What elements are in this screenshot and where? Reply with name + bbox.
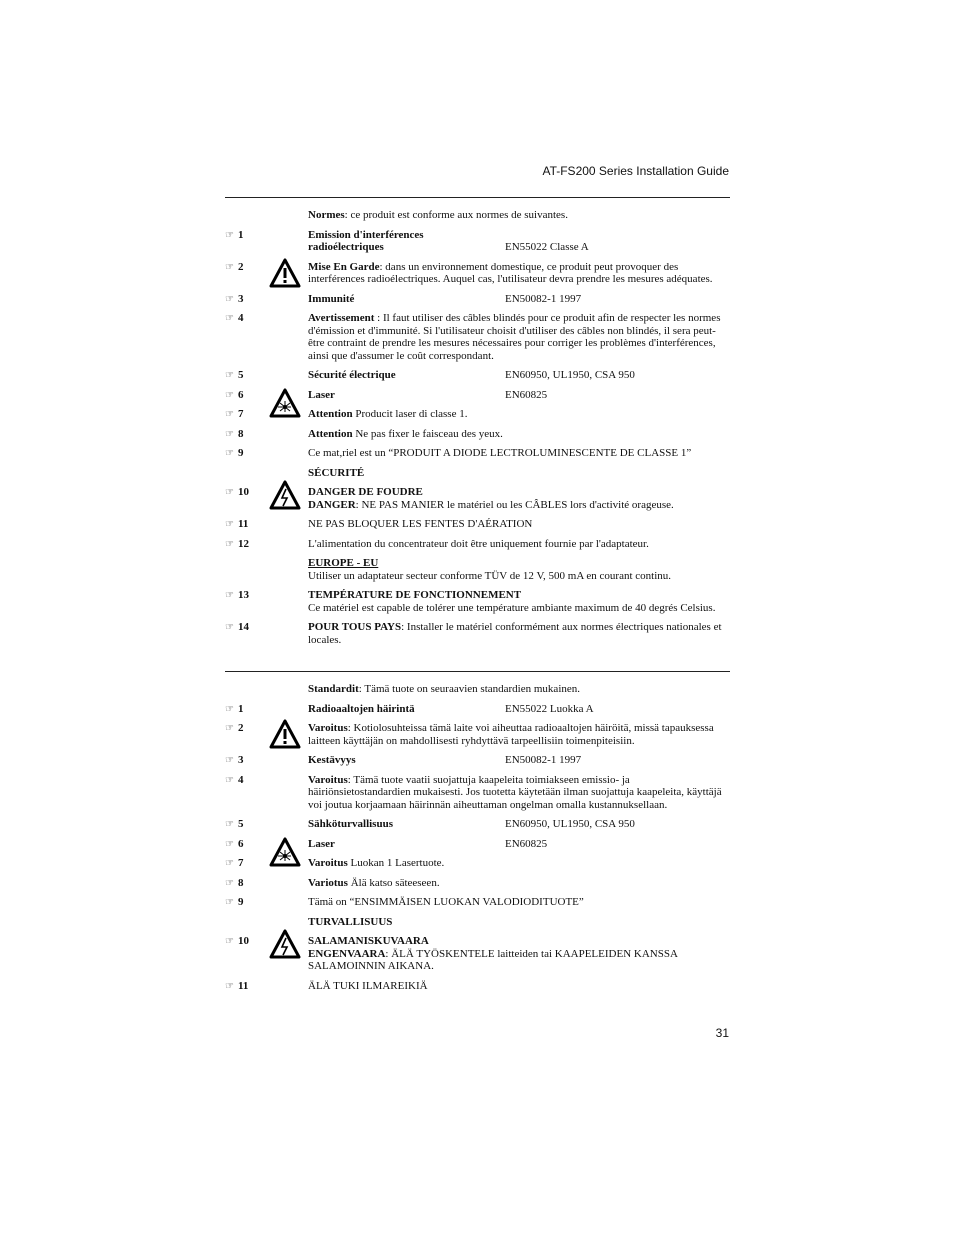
item-number: ☞ 5 (225, 369, 244, 381)
item-text: : Tämä tuote vaatii suojattuja kaapeleita toimiakseen emissio- ja häiriönsietostandardien mukaisesti. Jos tuotetta käytetään ilman suojattuja kaapeleita, käyttäjä voi joutua korjaamaan häirinnän aiheuttaman ongelman omalla kustannuksellaan. (308, 773, 722, 811)
item-text: Ce matériel est capable de tolérer une température ambiante maximum de 40 degrés Celsius. (308, 601, 716, 614)
item-text: Tämä on “ENSIMMÄISEN LUOKAN VALODIODITUOTE” (308, 896, 584, 908)
item-number: ☞ 2 (225, 260, 244, 273)
item-text: Luokan 1 Lasertuote. (347, 857, 445, 869)
item-label: Laser (308, 837, 335, 850)
list-item (225, 877, 730, 890)
list-item (225, 857, 730, 870)
list-item (225, 312, 730, 362)
item-number: ☞ 1 (225, 228, 244, 241)
europe-heading: EUROPE - EU (308, 557, 379, 569)
item-number: ☞ 8 (225, 427, 244, 440)
pointing-hand-icon: ☞ (225, 389, 234, 401)
item-label: Radioaaltojen häirintä (308, 702, 415, 715)
pointing-hand-icon: ☞ (225, 703, 234, 715)
item-label: POUR TOUS PAYS (308, 621, 402, 633)
warning-icon (269, 258, 301, 288)
list-item (225, 754, 730, 767)
list-item (225, 261, 730, 286)
item-number: ☞ 7 (225, 408, 244, 420)
intro-row (225, 683, 730, 696)
item-label: Immunité (308, 292, 355, 305)
item-number: ☞ 14 (225, 621, 249, 633)
pointing-hand-icon: ☞ (225, 877, 234, 889)
item-number: ☞ 3 (225, 292, 244, 305)
pointing-hand-icon: ☞ (225, 774, 234, 786)
item-text: Producit laser di classe 1. (352, 408, 468, 420)
item-label: Kestävyys (308, 754, 356, 766)
europe-row (225, 557, 730, 582)
item-number: ☞ 4 (225, 773, 244, 786)
list-item (225, 589, 730, 614)
list-item (225, 838, 730, 851)
pointing-hand-icon: ☞ (225, 723, 234, 734)
item-label: Emission d'interférences radioélectriques (308, 228, 424, 253)
pointing-hand-icon: ☞ (225, 838, 234, 850)
pointing-hand-icon: ☞ (225, 428, 234, 440)
item-number: ☞ 5 (225, 818, 244, 830)
list-item (225, 818, 730, 831)
pointing-hand-icon: ☞ (225, 487, 234, 498)
item-value: EN60825 (505, 388, 548, 401)
item-text: NE PAS BLOQUER LES FENTES D'AÉRATION (308, 518, 533, 530)
section-divider (225, 671, 730, 672)
list-item (225, 293, 730, 306)
item-text: L'alimentation du concentrateur doit être uniquement fournie par l'adaptateur. (308, 537, 649, 550)
item-label: ENGENVAARA (308, 947, 386, 960)
item-label: Avertissement (308, 312, 375, 324)
section-divider (225, 197, 730, 198)
page-number: 31 (715, 1026, 729, 1040)
item-number: ☞ 10 (225, 486, 249, 498)
item-number: ☞ 9 (225, 896, 244, 908)
item-number: ☞ 9 (225, 447, 244, 459)
pointing-hand-icon: ☞ (225, 519, 234, 530)
pointing-hand-icon: ☞ (225, 819, 234, 830)
safety-heading: SÉCURITÉ (308, 466, 365, 479)
item-text: : Il faut utiliser des câbles blindés pour ce produit afin de respecter les normes d'émission et d'immunité. Si l'utilisateur choisit d'utiliser des câbles non blindés, il sera peut-être contraint de prendre les mesures nécessaires pour corriger les problèmes d'interférences, ainsi que d'assumer le coût correspondant. (308, 312, 721, 362)
item-number: ☞ 7 (225, 857, 244, 869)
pointing-hand-icon: ☞ (225, 538, 234, 550)
item-label: Mise En Garde (308, 260, 380, 273)
item-value: EN60825 (505, 837, 548, 850)
intro-row (225, 209, 730, 222)
intro-label: Normes (308, 209, 345, 221)
item-label: Varoitus (308, 722, 348, 734)
item-number: ☞ 1 (225, 702, 244, 715)
intro-label: Standardit (308, 683, 359, 695)
list-item (225, 980, 730, 993)
list-item (225, 369, 730, 382)
pointing-hand-icon: ☞ (225, 261, 234, 273)
item-text: : Installer le matériel conformément aux normes électriques nationales et locales. (308, 621, 722, 646)
lightning-warning-icon (269, 480, 301, 510)
list-item (225, 408, 730, 421)
item-text: Ne pas fixer le faisceau des yeux. (352, 427, 503, 440)
item-number: ☞ 11 (225, 979, 249, 992)
warning-icon (269, 719, 301, 749)
item-number: ☞ 12 (225, 537, 249, 550)
item-number: ☞ 3 (225, 754, 244, 766)
item-value: EN60950, UL1950, CSA 950 (505, 818, 635, 830)
item-number: ☞ 13 (225, 589, 249, 601)
list-item (225, 896, 730, 909)
list-item (225, 703, 730, 716)
item-value: EN55022 Classe A (505, 241, 589, 253)
pointing-hand-icon: ☞ (225, 448, 234, 459)
pointing-hand-icon: ☞ (225, 370, 234, 381)
item-value: EN50082-1 1997 (505, 292, 582, 305)
item-label: Varoitus (308, 857, 348, 869)
item-text: Älä katso säteeseen. (347, 876, 440, 889)
pointing-hand-icon: ☞ (225, 229, 234, 241)
item-value: EN55022 Luokka A (505, 702, 594, 715)
item-label: DANGER (308, 498, 356, 511)
item-number: ☞ 2 (225, 722, 244, 734)
item-number: ☞ 10 (225, 935, 249, 947)
finnish-section (225, 683, 730, 999)
item-text: : NE PAS MANIER le matériel ou les CÂBLES lors d'activité orageuse. (355, 498, 674, 511)
item-text: : ÄLÄ TYÖSKENTELE laitteiden tai KAAPELEIDEN KANSSA SALAMOINNIN AIKANA. (308, 947, 678, 972)
item-label: Sähköturvallisuus (308, 818, 393, 830)
pointing-hand-icon: ☞ (225, 409, 234, 420)
pointing-hand-icon: ☞ (225, 293, 234, 305)
item-title: TEMPÉRATURE DE FONCTIONNEMENT (308, 589, 522, 601)
item-text: : Kotiolosuhteissa tämä laite voi aiheuttaa radioaaltojen häiröitä, missä tapauksessa laitteen käyttäjän on mahdollisesti ryhdyttävä tarpeellisiin toimenpiteisiin. (308, 722, 714, 747)
intro-text: : ce produit est conforme aux normes de suivantes. (344, 209, 568, 221)
list-item (225, 518, 730, 531)
item-value: EN60950, UL1950, CSA 950 (505, 369, 635, 381)
pointing-hand-icon: ☞ (225, 897, 234, 908)
pointing-hand-icon: ☞ (225, 755, 234, 766)
pointing-hand-icon: ☞ (225, 622, 234, 633)
item-number: ☞ 4 (225, 312, 244, 324)
item-text: ÄLÄ TUKI ILMAREIKIÄ (308, 979, 428, 992)
item-label: Sécurité électrique (308, 369, 396, 381)
list-item (225, 486, 730, 511)
intro-text: : Tämä tuote on seuraavien standardien mukainen. (358, 683, 581, 695)
list-item (225, 538, 730, 551)
item-number: ☞ 11 (225, 518, 249, 530)
list-item (225, 389, 730, 402)
list-item (225, 935, 730, 973)
item-title: DANGER DE FOUDRE (308, 486, 423, 498)
item-label: Attention (308, 427, 353, 440)
item-value: EN50082-1 1997 (505, 754, 582, 766)
item-label: Varoitus (308, 773, 348, 786)
lightning-warning-icon (269, 929, 301, 959)
list-item (225, 774, 730, 812)
item-number: ☞ 6 (225, 837, 244, 850)
list-item (225, 228, 589, 254)
running-header: AT-FS200 Series Installation Guide (542, 164, 729, 178)
subheading-row (225, 916, 730, 929)
item-text: : dans un environnement domestique, ce produit peut provoquer des interférences radioélectriques. Auquel cas, l'utilisateur devra prendre les mesures adéquates. (308, 260, 713, 285)
item-label: Laser (308, 388, 335, 401)
list-item (225, 447, 730, 460)
french-section (225, 209, 730, 653)
item-number: ☞ 8 (225, 876, 244, 889)
item-text: Ce mat,riel est un “PRODUIT A DIODE LECTROLUMINESCENTE DE CLASSE 1” (308, 447, 692, 459)
europe-text: Utiliser un adaptateur secteur conforme TÜV de 12 V, 500 mA en courant continu. (308, 569, 672, 582)
item-label: Attention (308, 408, 353, 420)
pointing-hand-icon: ☞ (225, 936, 234, 947)
list-item (225, 722, 730, 747)
pointing-hand-icon: ☞ (225, 590, 234, 601)
safety-heading: TURVALLISUUS (308, 915, 393, 928)
pointing-hand-icon: ☞ (225, 858, 234, 869)
pointing-hand-icon: ☞ (225, 980, 234, 992)
subheading-row (225, 467, 730, 480)
list-item (225, 621, 730, 646)
item-label: Variotus (308, 876, 348, 889)
pointing-hand-icon: ☞ (225, 313, 234, 324)
list-item (225, 428, 730, 441)
item-number: ☞ 6 (225, 388, 244, 401)
item-title: SALAMANISKUVAARA (308, 935, 429, 947)
